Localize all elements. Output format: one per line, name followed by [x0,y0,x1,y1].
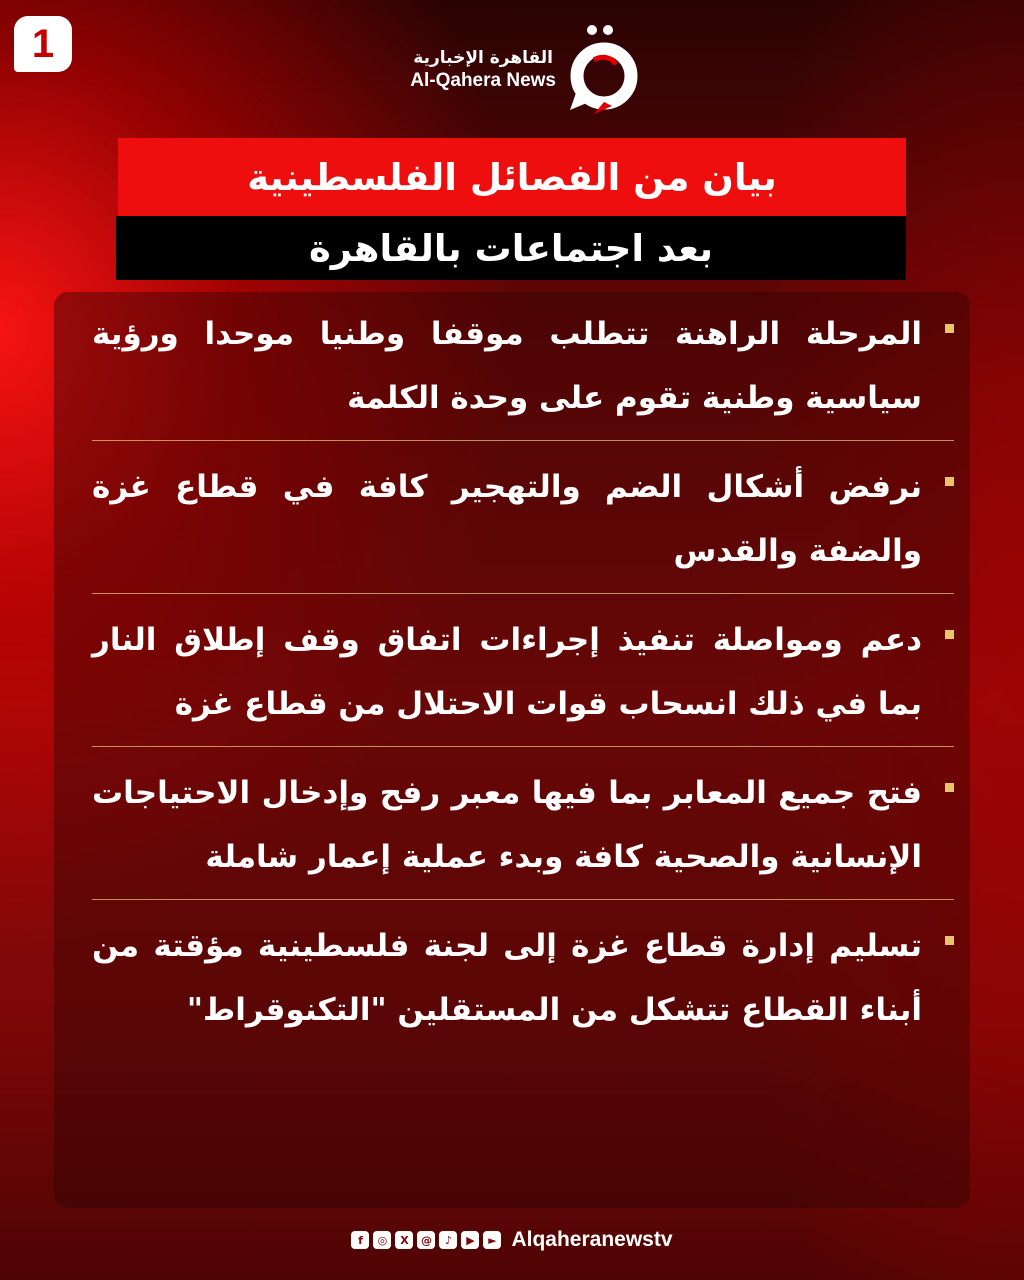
brand-name-english: Al-Qahera News [410,70,556,91]
tiktok-icon[interactable]: ♪ [439,1231,457,1249]
headline-secondary [116,216,906,280]
list-item [92,747,954,900]
x-icon[interactable]: X [395,1231,413,1249]
al-qahera-logo-icon [564,20,644,116]
point-text: المرحلة الراهنة تتطلب موقفا وطنيا موحدا ورؤية سياسية وطنية تقوم على وحدة الكلمة [92,316,922,416]
bullet-square-icon [945,630,954,639]
social-icons [351,1231,501,1249]
bullet-square-icon [945,324,954,333]
page-number: 1 [31,22,55,66]
bullet-square-icon [945,783,954,792]
headline-line-1: بيان من الفصائل الفلسطينية [247,155,777,199]
page-number-badge [14,16,72,72]
instagram-icon[interactable]: ◎ [373,1231,391,1249]
facebook-icon[interactable]: f [351,1231,369,1249]
headline-line-2: بعد اجتماعات بالقاهرة [308,226,714,270]
point-text: فتح جميع المعابر بما فيها معبر رفح وإدخال الاحتياجات الإنسانية والصحية كافة وبدء عملية إعمار شاملة [92,775,922,875]
point-text: تسليم إدارة قطاع غزة إلى لجنة فلسطينية مؤقتة من أبناء القطاع تتشكل من المستقلين "التكنوقراط" [92,928,922,1028]
brand-logo [384,20,644,116]
footer [0,1222,1024,1258]
brand-name [410,48,556,92]
list-item [92,594,954,747]
threads-icon[interactable]: @ [417,1231,435,1249]
list-item [92,298,954,441]
social-handle[interactable]: Alqaheranewstv [511,1228,673,1251]
list-item [92,441,954,594]
list-item [92,900,954,1052]
play-icon[interactable]: ► [483,1231,501,1249]
point-text: دعم ومواصلة تنفيذ إجراءات اتفاق وقف إطلاق النار بما في ذلك انسحاب قوات الاحتلال من قطاع غزة [92,622,922,722]
point-text: نرفض أشكال الضم والتهجير كافة في قطاع غزة والضفة والقدس [92,469,922,569]
bullet-square-icon [945,936,954,945]
statement-points-list [92,298,954,1052]
headline-primary [118,138,906,216]
brand-name-arabic: القاهرة الإخبارية [413,48,553,68]
youtube-icon[interactable]: ▶ [461,1231,479,1249]
bullet-square-icon [945,477,954,486]
